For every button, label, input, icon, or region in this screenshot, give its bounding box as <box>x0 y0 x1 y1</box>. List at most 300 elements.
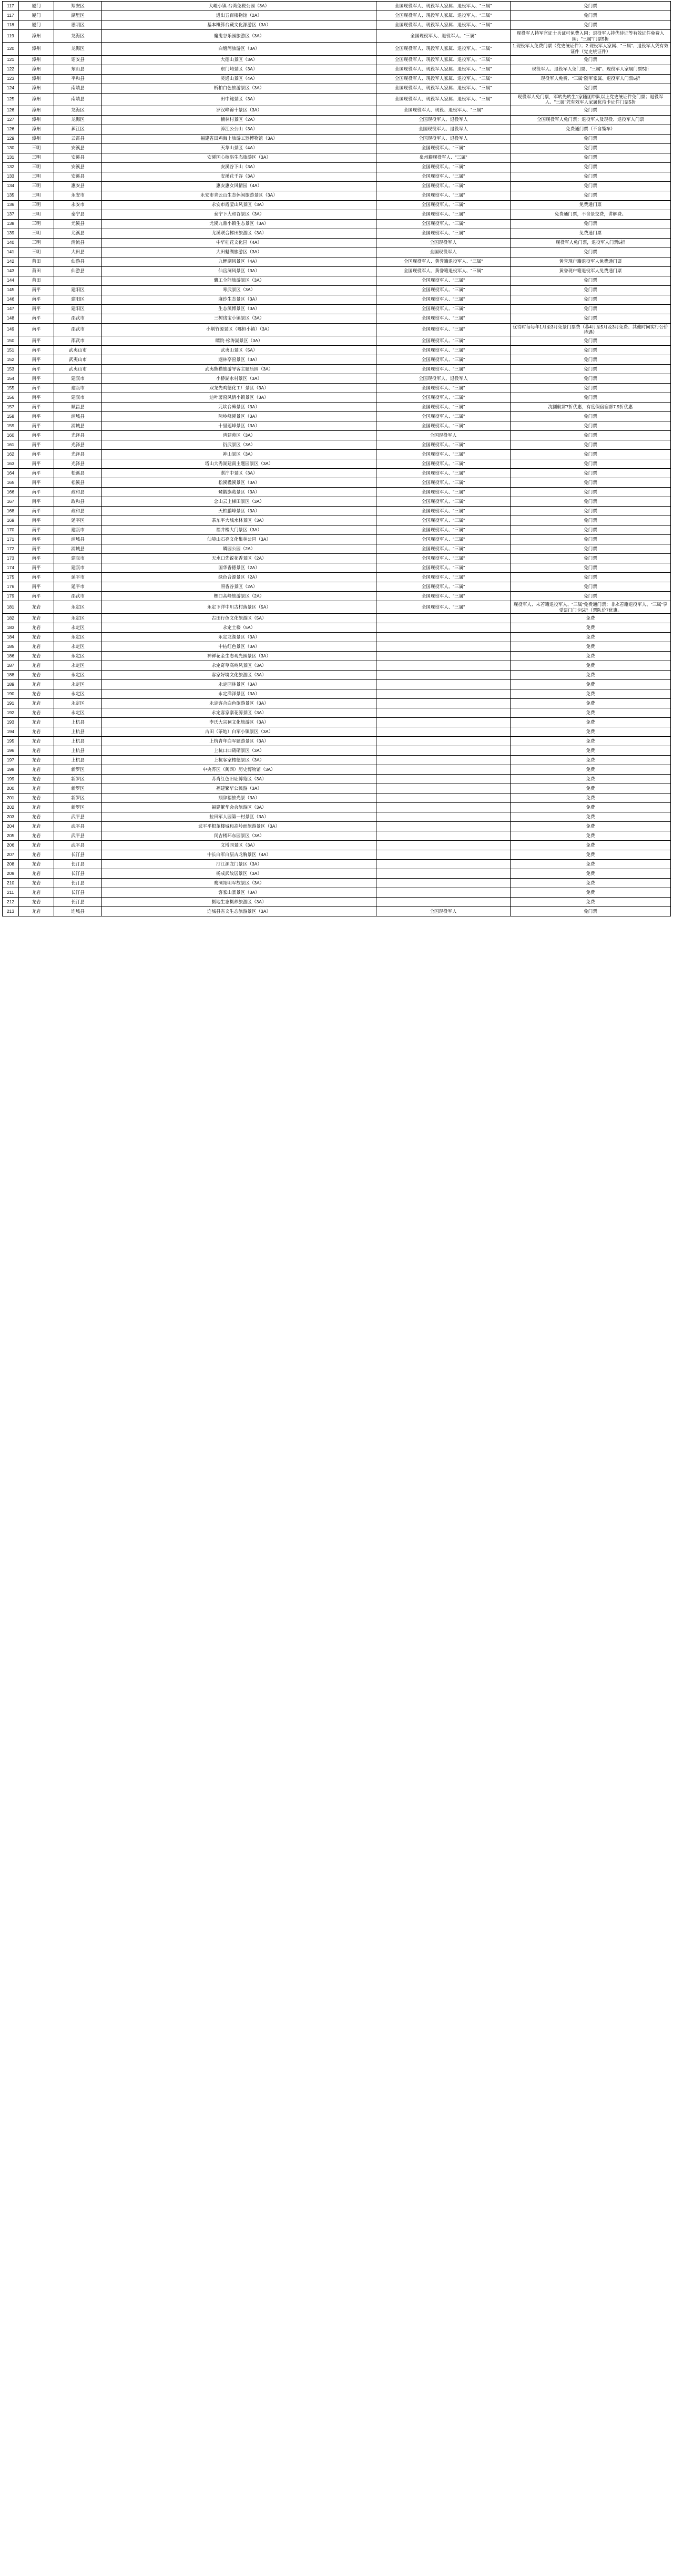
row-index: 197 <box>3 756 19 765</box>
row-index: 195 <box>3 737 19 746</box>
cell-policy-note: 免费 <box>511 784 671 794</box>
cell-attraction-name: 塔山大秀湖建南主题园景区（3A） <box>102 459 376 469</box>
cell-city: 龙岩 <box>19 794 54 803</box>
cell-district: 泰宁县 <box>54 210 102 219</box>
cell-attraction-name: 三树线宝小镇景区（3A） <box>102 314 376 323</box>
cell-city: 龙岩 <box>19 601 54 614</box>
cell-city: 漳州 <box>19 134 54 143</box>
cell-eligible-group <box>376 869 511 879</box>
table-row <box>3 125 671 134</box>
cell-eligible-group: 全国现役军人、"三属" <box>376 355 511 365</box>
cell-attraction-name: 囊工全能旅游景区（3A） <box>102 276 376 285</box>
cell-policy-note: 1.现役军人免费门票（党史统证件）；2.现役军人家属、"三属"、退役军人凭有效证件（党史统证件） <box>511 43 671 55</box>
cell-district: 南靖县 <box>54 84 102 93</box>
cell-eligible-group <box>376 765 511 775</box>
cell-district: 浦城县 <box>54 535 102 544</box>
row-index: 120 <box>3 43 19 55</box>
cell-policy-note: 免费 <box>511 841 671 850</box>
cell-district: 翔安区 <box>54 2 102 11</box>
cell-eligible-group: 全国现役军人、现役军人家属、退役军人、"三属" <box>376 93 511 106</box>
cell-attraction-name: 翊辞福旅光景（3A） <box>102 794 376 803</box>
table-row <box>3 614 671 623</box>
cell-policy-note: 现役军人、未若籍退役军人、"三属"免费通门票；非永若籍退役军人、"三属"享受票门门卡5折（票队价7优惠。 <box>511 601 671 614</box>
cell-district: 龙海区 <box>54 106 102 115</box>
cell-eligible-group <box>376 898 511 907</box>
table-row <box>3 592 671 601</box>
row-index: 117 <box>3 11 19 20</box>
cell-district: 松溪县 <box>54 469 102 478</box>
cell-eligible-group <box>376 803 511 812</box>
cell-district: 长汀县 <box>54 879 102 888</box>
table-row <box>3 266 671 276</box>
row-index: 174 <box>3 563 19 573</box>
cell-attraction-name: 神鲜花金生态观光园景区（3A） <box>102 652 376 661</box>
cell-district: 龙海区 <box>54 43 102 55</box>
cell-policy-note: 免门票 <box>511 544 671 554</box>
cell-district: 新罗区 <box>54 784 102 794</box>
cell-district: 建阳区 <box>54 285 102 295</box>
table-row <box>3 304 671 314</box>
table-row <box>3 153 671 162</box>
row-index: 179 <box>3 592 19 601</box>
cell-policy-note: 免费 <box>511 623 671 633</box>
table-row <box>3 257 671 266</box>
cell-policy-note: 免费 <box>511 633 671 642</box>
cell-district <box>54 276 102 285</box>
table-row <box>3 115 671 125</box>
cell-district: 连城县 <box>54 907 102 916</box>
cell-city: 莆田 <box>19 276 54 285</box>
cell-attraction-name: 元坎台碑景区（3A） <box>102 403 376 412</box>
cell-city: 龙岩 <box>19 879 54 888</box>
cell-policy-note: 免门票 <box>511 535 671 544</box>
cell-policy-note: 免费 <box>511 756 671 765</box>
cell-policy-note: 免门票 <box>511 478 671 488</box>
cell-attraction-name: 惠安惠女风情园（4A） <box>102 181 376 191</box>
cell-policy-note: 免门票 <box>511 336 671 346</box>
row-index: 169 <box>3 516 19 525</box>
cell-district: 诏安县 <box>54 55 102 65</box>
table-row <box>3 191 671 200</box>
table-row <box>3 181 671 191</box>
row-index: 201 <box>3 794 19 803</box>
cell-district: 政和县 <box>54 488 102 497</box>
cell-district: 上杭县 <box>54 737 102 746</box>
table-row <box>3 756 671 765</box>
table-row <box>3 671 671 680</box>
cell-attraction-name: 客家山寨景区（3A） <box>102 888 376 898</box>
cell-attraction-name: 湛泞中景区（3A） <box>102 469 376 478</box>
table-row <box>3 831 671 841</box>
cell-district: 延平市 <box>54 582 102 592</box>
table-row <box>3 106 671 115</box>
cell-policy-note: 免费 <box>511 614 671 623</box>
cell-city: 龙岩 <box>19 803 54 812</box>
cell-city: 南平 <box>19 323 54 336</box>
cell-district: 永定区 <box>54 689 102 699</box>
row-index: 165 <box>3 478 19 488</box>
row-index: 138 <box>3 219 19 229</box>
cell-policy-note: 免费通门票 <box>511 200 671 210</box>
cell-eligible-group: 全国现役军人、现役军人家属、退役军人、"三属" <box>376 43 511 55</box>
cell-district: 武夷山市 <box>54 355 102 365</box>
cell-district: 永定区 <box>54 671 102 680</box>
cell-eligible-group: 全国现役军人、"三属" <box>376 181 511 191</box>
cell-policy-note: 免门票 <box>511 355 671 365</box>
table-row <box>3 680 671 689</box>
cell-attraction-name: 武夷熊猫旅游导客主题乐园（3A） <box>102 365 376 374</box>
cell-eligible-group: 全国现役军人、"三属" <box>376 295 511 304</box>
cell-district: 永安市 <box>54 191 102 200</box>
cell-policy-note: 免门票 <box>511 459 671 469</box>
table-row <box>3 737 671 746</box>
cell-policy-note: 免门票 <box>511 421 671 431</box>
table-row <box>3 248 671 257</box>
cell-city: 南平 <box>19 544 54 554</box>
cell-policy-note: 免门票 <box>511 295 671 304</box>
cell-city: 南平 <box>19 497 54 507</box>
cell-city: 南平 <box>19 507 54 516</box>
cell-district: 安溪县 <box>54 162 102 172</box>
table-row <box>3 507 671 516</box>
cell-attraction-name: 衍武景区（3A） <box>102 440 376 450</box>
table-row <box>3 488 671 497</box>
cell-city: 龙岩 <box>19 822 54 831</box>
cell-eligible-group: 全国现役军人、"三属" <box>376 229 511 238</box>
cell-attraction-name: 永定园林景区（3A） <box>102 680 376 689</box>
cell-attraction-name: 福建繁华会会旅游区（3A） <box>102 803 376 812</box>
cell-district: 上杭县 <box>54 727 102 737</box>
cell-eligible-group <box>376 633 511 642</box>
cell-district: 光泽县 <box>54 431 102 440</box>
cell-city: 龙岩 <box>19 898 54 907</box>
cell-district: 邵武市 <box>54 592 102 601</box>
table-row <box>3 907 671 916</box>
cell-attraction-name: 小荆竹源景区（哪恒小镇）（3A） <box>102 323 376 336</box>
cell-eligible-group: 全国现役军人、"三属" <box>376 162 511 172</box>
table-row <box>3 765 671 775</box>
table-row <box>3 850 671 860</box>
cell-district: 新罗区 <box>54 803 102 812</box>
cell-city: 南平 <box>19 459 54 469</box>
cell-district: 永定区 <box>54 642 102 652</box>
cell-district: 长汀县 <box>54 898 102 907</box>
cell-attraction-name: 文博园景区（3A） <box>102 841 376 850</box>
cell-eligible-group: 全国现役军人、现役军人家属、退役军人、"三属" <box>376 20 511 30</box>
cell-attraction-name: 武平平根革楼城和高岭面旅游景区（3A） <box>102 822 376 831</box>
cell-city: 厦门 <box>19 11 54 20</box>
row-index: 156 <box>3 393 19 403</box>
cell-eligible-group: 全国现役军人、"三属" <box>376 314 511 323</box>
cell-district: 建阳区 <box>54 304 102 314</box>
cell-district: 顺昌县 <box>54 403 102 412</box>
cell-district: 永定区 <box>54 661 102 671</box>
table-row <box>3 431 671 440</box>
cell-city: 漳州 <box>19 43 54 55</box>
cell-eligible-group: 全国现役军人、"三属" <box>376 488 511 497</box>
cell-district: 上杭县 <box>54 756 102 765</box>
cell-eligible-group: 全国现役军人、"三属" <box>376 200 511 210</box>
cell-district: 湖里区 <box>54 11 102 20</box>
cell-policy-note: 沈圆航常7折优惠，有度假宿宿部7.9折优惠 <box>511 403 671 412</box>
cell-attraction-name: 鹰洞翊明军故景区（3A） <box>102 879 376 888</box>
cell-attraction-name: 九鲤湖风景区（4A） <box>102 257 376 266</box>
table-row <box>3 84 671 93</box>
cell-district: 浦城县 <box>54 421 102 431</box>
cell-district: 芗江区 <box>54 125 102 134</box>
cell-district: 武平县 <box>54 841 102 850</box>
cell-district: 长汀县 <box>54 888 102 898</box>
cell-policy-note: 黄誉现户籍退役军人免费通门票 <box>511 266 671 276</box>
row-index: 136 <box>3 200 19 210</box>
cell-attraction-name: 遇林亭窑景区（3A） <box>102 355 376 365</box>
cell-eligible-group <box>376 699 511 708</box>
row-index: 167 <box>3 497 19 507</box>
cell-attraction-name: 泰宁下大和谷景区（3A） <box>102 210 376 219</box>
cell-eligible-group <box>376 746 511 756</box>
cell-eligible-group: 全国现役军人、黄誉籍退役军人、"三属" <box>376 257 511 266</box>
cell-attraction-name: 大田魁湖旅游区（3A） <box>102 248 376 257</box>
table-row <box>3 554 671 563</box>
cell-city: 南平 <box>19 374 54 384</box>
row-index: 137 <box>3 210 19 219</box>
cell-eligible-group: 全国现役军人、现役军人家属、退役军人、"三属" <box>376 84 511 93</box>
cell-attraction-name: 田中鲍景区（3A） <box>102 93 376 106</box>
cell-policy-note: 免费通门票 <box>511 229 671 238</box>
table-row <box>3 219 671 229</box>
table-row <box>3 497 671 507</box>
cell-city: 漳州 <box>19 115 54 125</box>
cell-attraction-name: 生态溪博景区（3A） <box>102 304 376 314</box>
row-index: 146 <box>3 295 19 304</box>
cell-policy-note: 现役军人免门票，退役军人门票5折 <box>511 238 671 248</box>
table-row <box>3 2 671 11</box>
cell-district: 永定区 <box>54 652 102 661</box>
cell-attraction-name: 永安市霞莹山风景区（3A） <box>102 200 376 210</box>
cell-attraction-name: 麻纱生态景区（3A） <box>102 295 376 304</box>
table-row <box>3 623 671 633</box>
cell-city: 龙岩 <box>19 699 54 708</box>
cell-city: 南平 <box>19 592 54 601</box>
cell-eligible-group: 全国现役军人、"三属" <box>376 276 511 285</box>
cell-attraction-name: 永定奇草高岭风景区（3A） <box>102 661 376 671</box>
table-row <box>3 661 671 671</box>
cell-attraction-name: 罗汉峰锦十景区（3A） <box>102 106 376 115</box>
row-index: 189 <box>3 680 19 689</box>
cell-attraction-name: 福建省田鸡海上旅游工器博物馆（3A） <box>102 134 376 143</box>
cell-eligible-group: 全国现役军人、"三属" <box>376 450 511 459</box>
cell-attraction-name: 拉田军人园第一村景区（3A） <box>102 812 376 822</box>
table-row <box>3 55 671 65</box>
row-index: 162 <box>3 450 19 459</box>
row-index: 157 <box>3 403 19 412</box>
cell-city: 南平 <box>19 314 54 323</box>
cell-eligible-group: 全国现役军人、"三属" <box>376 516 511 525</box>
table-row <box>3 573 671 582</box>
cell-policy-note: 免门票 <box>511 20 671 30</box>
cell-district: 邵武市 <box>54 323 102 336</box>
cell-eligible-group: 全国现役军人、现役军人家属、退役军人、"三属" <box>376 65 511 74</box>
cell-policy-note: 免门票 <box>511 507 671 516</box>
cell-attraction-name: 福建繁华公民游（3A） <box>102 784 376 794</box>
cell-policy-note: 免门票 <box>511 582 671 592</box>
cell-policy-note: 免门票 <box>511 907 671 916</box>
cell-policy-note: 免门票 <box>511 304 671 314</box>
table-row <box>3 43 671 55</box>
cell-city: 龙岩 <box>19 812 54 822</box>
cell-policy-note: 免费 <box>511 888 671 898</box>
cell-attraction-name: 照香谷景区（2A） <box>102 582 376 592</box>
row-index: 143 <box>3 266 19 276</box>
row-index: 211 <box>3 888 19 898</box>
row-index: 213 <box>3 907 19 916</box>
cell-city: 龙岩 <box>19 888 54 898</box>
cell-policy-note: 免费通门票（不含缆车） <box>511 125 671 134</box>
cell-eligible-group: 全国现役军人、"三属" <box>376 592 511 601</box>
row-index: 184 <box>3 633 19 642</box>
table-row <box>3 384 671 393</box>
row-index: 133 <box>3 172 19 181</box>
row-index: 172 <box>3 544 19 554</box>
cell-district: 永定区 <box>54 708 102 718</box>
cell-policy-note: 免费 <box>511 737 671 746</box>
cell-eligible-group: 全国现役军人 <box>376 248 511 257</box>
cell-district: 仙游县 <box>54 266 102 276</box>
cell-policy-note: 免门票 <box>511 276 671 285</box>
table-row <box>3 803 671 812</box>
cell-eligible-group <box>376 661 511 671</box>
cell-city: 龙岩 <box>19 727 54 737</box>
cell-eligible-group: 全国现役军人、现役军人家属、退役军人、"三属" <box>376 74 511 84</box>
cell-eligible-group: 全国现役军人、退役军人 <box>376 125 511 134</box>
table-row <box>3 812 671 822</box>
table-row <box>3 450 671 459</box>
cell-city: 南平 <box>19 304 54 314</box>
cell-attraction-name: 灵通山景区（4A） <box>102 74 376 84</box>
cell-eligible-group: 全国现役军人、"三属" <box>376 172 511 181</box>
cell-eligible-group: 全国现役军人、"三属" <box>376 219 511 229</box>
cell-eligible-group: 全国现役军人、"三属" <box>376 346 511 355</box>
cell-eligible-group <box>376 671 511 680</box>
row-index: 170 <box>3 525 19 535</box>
table-row <box>3 412 671 421</box>
cell-city: 漳州 <box>19 30 54 43</box>
table-row <box>3 888 671 898</box>
cell-eligible-group: 泉州籍现役军人、"三属" <box>376 153 511 162</box>
row-index: 163 <box>3 459 19 469</box>
table-row <box>3 775 671 784</box>
cell-policy-note: 免门票 <box>511 374 671 384</box>
table-row <box>3 841 671 850</box>
cell-city: 南平 <box>19 412 54 421</box>
cell-policy-note: 免费 <box>511 869 671 879</box>
table-row <box>3 633 671 642</box>
table-row <box>3 860 671 869</box>
cell-city: 漳州 <box>19 55 54 65</box>
cell-city: 漳州 <box>19 93 54 106</box>
cell-city: 南平 <box>19 285 54 295</box>
cell-city: 龙岩 <box>19 860 54 869</box>
cell-district: 延平区 <box>54 516 102 525</box>
cell-policy-note: 免费 <box>511 708 671 718</box>
row-index: 194 <box>3 727 19 737</box>
cell-city: 龙岩 <box>19 841 54 850</box>
cell-eligible-group: 全国现役军人 <box>376 907 511 916</box>
cell-district: 邵武市 <box>54 336 102 346</box>
cell-city: 三明 <box>19 162 54 172</box>
cell-city: 龙岩 <box>19 671 54 680</box>
cell-attraction-name: 天华山景区（4A） <box>102 143 376 153</box>
row-index: 149 <box>3 323 19 336</box>
cell-district: 建瓯市 <box>54 554 102 563</box>
cell-eligible-group <box>376 680 511 689</box>
cell-attraction-name: 中央苏区（闽西）历史博物馆（3A） <box>102 765 376 775</box>
cell-district: 建瓯市 <box>54 374 102 384</box>
cell-city: 龙岩 <box>19 775 54 784</box>
cell-attraction-name: 楠林村景区（2A） <box>102 115 376 125</box>
cell-district: 仙游县 <box>54 257 102 266</box>
table-row <box>3 200 671 210</box>
cell-policy-note: 免门票 <box>511 440 671 450</box>
cell-attraction-name: 永安市青云山生态休闲旅游景区（3A） <box>102 191 376 200</box>
cell-district: 永定区 <box>54 680 102 689</box>
cell-eligible-group <box>376 775 511 784</box>
cell-city: 南平 <box>19 393 54 403</box>
cell-city: 三明 <box>19 153 54 162</box>
cell-city: 南平 <box>19 573 54 582</box>
cell-eligible-group <box>376 879 511 888</box>
row-index: 181 <box>3 601 19 614</box>
table-row <box>3 20 671 30</box>
cell-eligible-group: 全国现役军人、"三属" <box>376 573 511 582</box>
cell-eligible-group: 全国现役军人、现役军人家属、退役军人、"三属" <box>376 55 511 65</box>
row-index: 155 <box>3 384 19 393</box>
row-index: 206 <box>3 841 19 850</box>
table-row <box>3 323 671 336</box>
cell-eligible-group: 全国现役军人、"三属" <box>376 525 511 535</box>
cell-attraction-name: 中华桂花文化园（4A） <box>102 238 376 248</box>
cell-eligible-group <box>376 822 511 831</box>
cell-city: 南平 <box>19 440 54 450</box>
cell-district: 上杭县 <box>54 718 102 727</box>
table-row <box>3 30 671 43</box>
cell-policy-note: 免费 <box>511 831 671 841</box>
table-row <box>3 162 671 172</box>
cell-district: 政和县 <box>54 507 102 516</box>
row-index: 212 <box>3 898 19 907</box>
cell-policy-note: 免门票 <box>511 592 671 601</box>
cell-city: 南平 <box>19 355 54 365</box>
cell-eligible-group <box>376 708 511 718</box>
row-index: 175 <box>3 573 19 582</box>
cell-city: 三明 <box>19 210 54 219</box>
cell-city: 南平 <box>19 554 54 563</box>
cell-district: 长汀县 <box>54 850 102 860</box>
cell-policy-note: 优待时每每年1月至3月免景门票费（暮4月至5月及3月免费、其他时间实行公价待遇） <box>511 323 671 336</box>
cell-city: 南平 <box>19 469 54 478</box>
table-row <box>3 478 671 488</box>
cell-district: 浦城县 <box>54 412 102 421</box>
cell-policy-note: 免费 <box>511 718 671 727</box>
cell-policy-note: 免费 <box>511 689 671 699</box>
cell-attraction-name: 尤溪九鼎小镇生态景区（3A） <box>102 219 376 229</box>
row-index: 204 <box>3 822 19 831</box>
cell-city: 漳州 <box>19 65 54 74</box>
table-row <box>3 784 671 794</box>
cell-attraction-name: 闵吉楼环东园景区（3A） <box>102 831 376 841</box>
cell-district: 尤溪县 <box>54 219 102 229</box>
cell-city: 南平 <box>19 478 54 488</box>
